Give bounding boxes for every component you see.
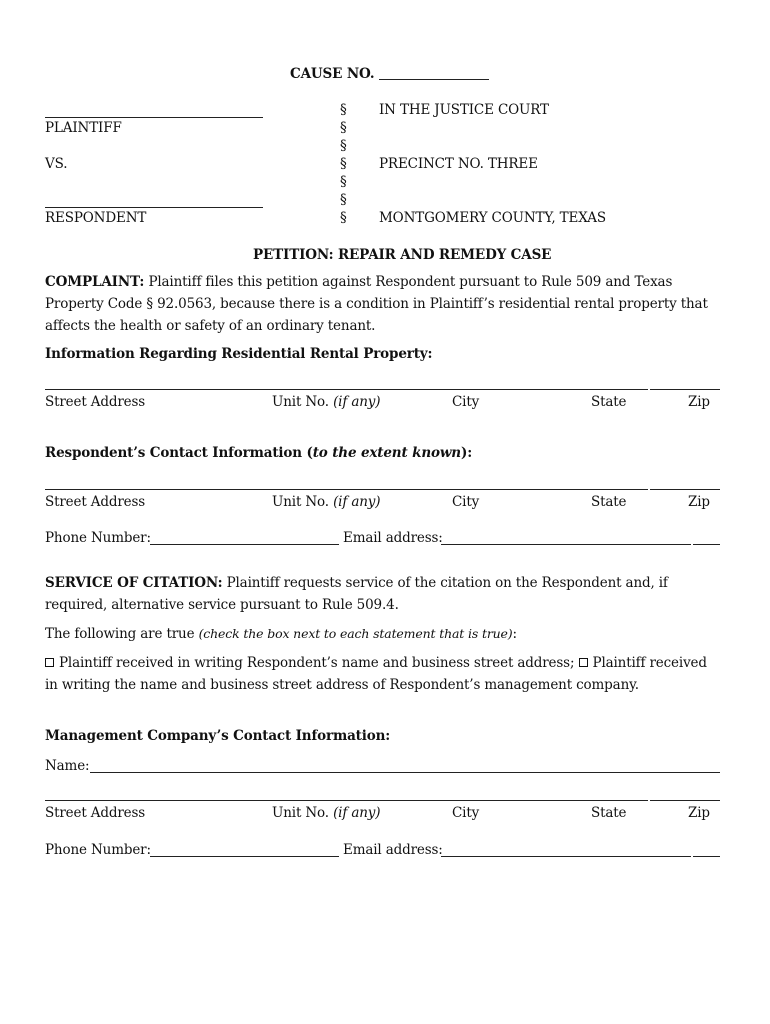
state-label: State xyxy=(591,805,627,821)
section-symbol: § xyxy=(340,120,347,136)
complaint-label: COMPLAINT: xyxy=(45,274,145,290)
checkbox-received-respondent-address[interactable] xyxy=(45,658,54,667)
respondent-zip-line[interactable] xyxy=(650,489,720,490)
property-address-line[interactable] xyxy=(45,389,648,390)
property-heading: Information Regarding Residential Rental Property: xyxy=(45,346,433,362)
management-heading: Management Company’s Contact Information: xyxy=(45,728,391,744)
property-zip-line[interactable] xyxy=(650,389,720,390)
city-label: City xyxy=(452,494,480,510)
management-phone-field[interactable] xyxy=(150,856,339,857)
plaintiff-label: PLAINTIFF xyxy=(45,120,122,136)
respondent-phone-field[interactable] xyxy=(150,544,339,545)
management-name-field[interactable] xyxy=(90,772,720,773)
service-text: Plaintiff requests service of the citation on the Respondent and, if required, alternative service pursuant to Rule 509.4. xyxy=(45,575,668,613)
management-address-line[interactable] xyxy=(45,800,648,801)
complaint-paragraph xyxy=(45,271,710,337)
city-label: City xyxy=(452,805,480,821)
city-label: City xyxy=(452,394,480,410)
checkbox-2-label: Plaintiff received in writing the name and business street address of Respondent’s management company. xyxy=(45,655,707,693)
zip-label: Zip xyxy=(688,805,710,821)
zip-label: Zip xyxy=(688,394,710,410)
management-email-field-end[interactable] xyxy=(693,856,720,857)
service-label: SERVICE OF CITATION: xyxy=(45,575,223,591)
unit-label: Unit No. (if any) xyxy=(272,805,381,821)
section-symbol: § xyxy=(340,102,347,118)
section-symbol: § xyxy=(340,192,347,208)
vs-label: VS. xyxy=(45,156,68,172)
unit-label: Unit No. (if any) xyxy=(272,494,381,510)
respondent-contact-heading: Respondent’s Contact Information (to the extent known): xyxy=(45,445,473,461)
checkbox-1-label: Plaintiff received in writing Respondent’s name and business street address; xyxy=(59,655,575,671)
state-label: State xyxy=(591,394,627,410)
street-address-label: Street Address xyxy=(45,805,146,821)
street-address-label: Street Address xyxy=(45,394,146,410)
management-email-field[interactable] xyxy=(441,856,691,857)
court-label: IN THE JUSTICE COURT xyxy=(379,102,549,118)
unit-label: Unit No. (if any) xyxy=(272,394,381,410)
respondent-label: RESPONDENT xyxy=(45,210,147,226)
plaintiff-name-line[interactable] xyxy=(45,117,263,118)
phone-label: Phone Number: xyxy=(45,842,151,858)
street-address-label: Street Address xyxy=(45,494,146,510)
zip-label: Zip xyxy=(688,494,710,510)
respondent-name-line[interactable] xyxy=(45,207,263,208)
phone-label: Phone Number: xyxy=(45,530,151,546)
following-statement: The following are true (check the box next to each statement that is true): xyxy=(45,626,517,642)
petition-title: PETITION: REPAIR AND REMEDY CASE xyxy=(253,247,552,263)
management-zip-line[interactable] xyxy=(650,800,720,801)
section-symbol: § xyxy=(340,156,347,172)
checkbox-statements xyxy=(45,652,710,696)
email-label: Email address: xyxy=(343,530,443,546)
county-label: MONTGOMERY COUNTY, TEXAS xyxy=(379,210,606,226)
section-symbol: § xyxy=(340,210,347,226)
section-symbol: § xyxy=(340,138,347,154)
respondent-address-line[interactable] xyxy=(45,489,648,490)
precinct-label: PRECINCT NO. THREE xyxy=(379,156,538,172)
email-label: Email address: xyxy=(343,842,443,858)
cause-number-field[interactable] xyxy=(379,67,489,80)
checkbox-received-management-address[interactable] xyxy=(579,658,588,667)
cause-number-label: CAUSE NO. xyxy=(290,66,489,82)
name-label: Name: xyxy=(45,758,90,774)
service-paragraph xyxy=(45,572,710,616)
state-label: State xyxy=(591,494,627,510)
complaint-text: Plaintiff files this petition against Respondent pursuant to Rule 509 and Texas Property Code § 92.0563, because there is a condition in Plaintiff’s residential rental property that affects the health or safety of an ordinary tenant. xyxy=(45,274,708,334)
respondent-email-field[interactable] xyxy=(441,544,691,545)
section-symbol: § xyxy=(340,174,347,190)
respondent-email-field-end[interactable] xyxy=(693,544,720,545)
